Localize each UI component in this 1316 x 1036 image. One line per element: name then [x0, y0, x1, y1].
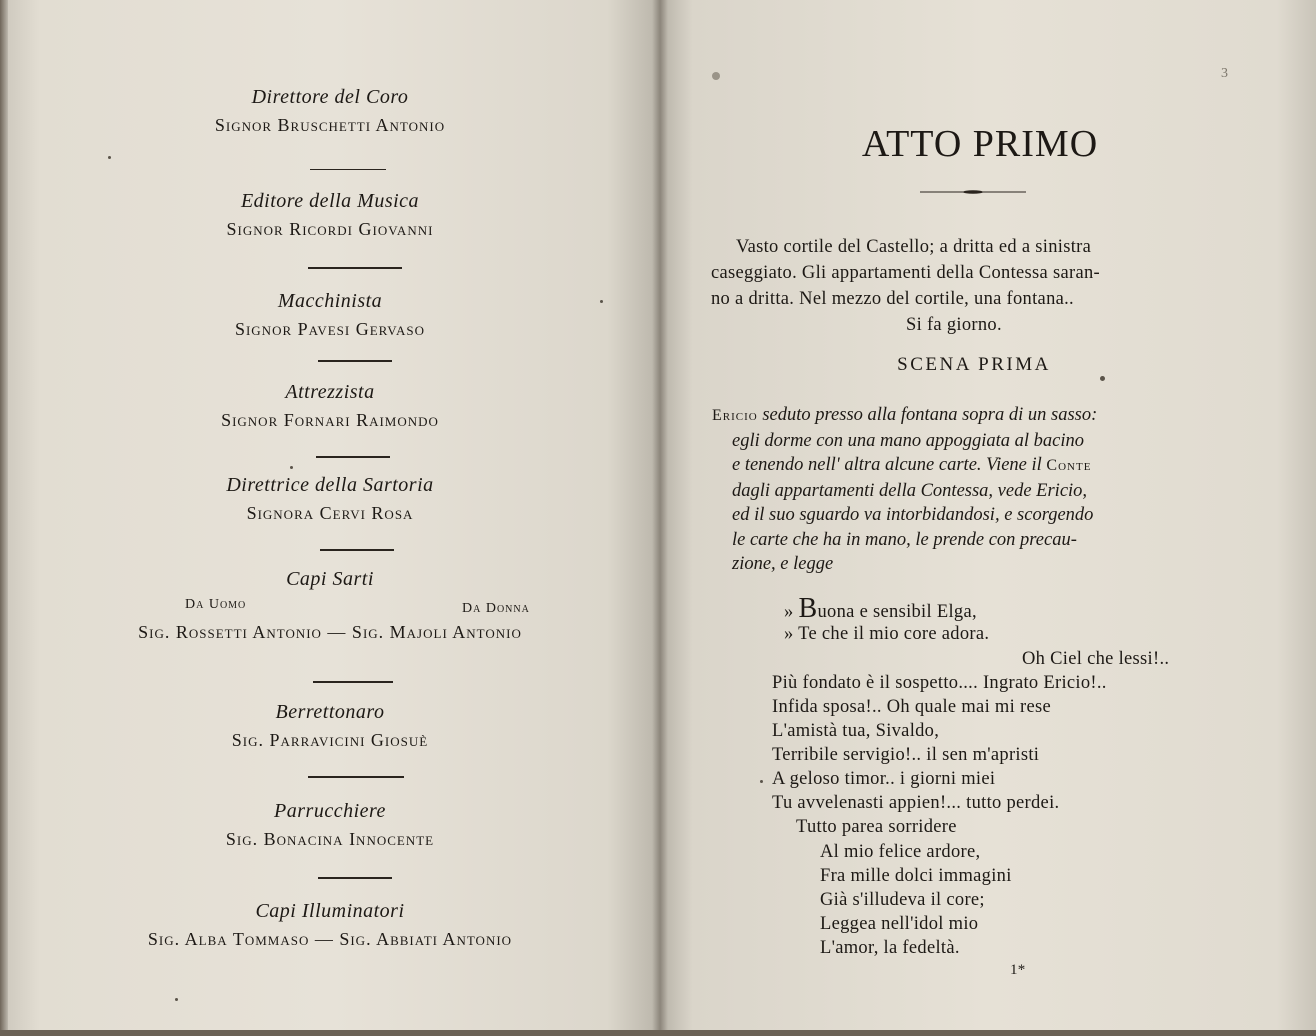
- divider-rule: [310, 169, 386, 170]
- paper-speck: [600, 300, 603, 303]
- credit-direttrice-sartoria: [0, 474, 660, 524]
- credit-role: Attrezzista: [285, 381, 375, 403]
- action-line: egli dorme con una mano appoggiata al bacino: [732, 430, 1084, 451]
- divider-rule: [320, 549, 394, 551]
- credit-name: Signor Pavesi Gervaso: [234, 319, 426, 339]
- stage-direction-line: no a dritta. Nel mezzo del cortile, una fontana..: [711, 289, 1074, 309]
- action-text: e tenendo nell' altra alcune carte. Viene il: [732, 455, 1047, 475]
- credit-parrucchiere: [0, 800, 660, 850]
- page-number: 3: [1221, 66, 1228, 81]
- stage-direction-line: caseggiato. Gli appartamenti della Contessa saran-: [711, 263, 1100, 283]
- signature-mark: 1*: [1010, 962, 1026, 978]
- verse-text: uona e sensibil Elga,: [817, 602, 977, 622]
- ornament-rule: [920, 190, 1026, 194]
- paper-speck: [108, 156, 111, 159]
- verse-line: Fra mille dolci immagini: [820, 866, 1012, 886]
- divider-rule: [318, 360, 392, 362]
- verse-line: [784, 624, 989, 645]
- credit-berrettonaro: [0, 701, 660, 751]
- credit-role: Capi Sarti: [286, 568, 374, 590]
- stage-direction-line: Vasto cortile del Castello; a dritta ed a sinistra: [736, 237, 1092, 257]
- divider-rule: [318, 877, 392, 879]
- divider-rule: [313, 681, 393, 683]
- credit-name: Signor Ricordi Giovanni: [226, 219, 434, 239]
- verse-line: L'amor, la fedeltà.: [820, 938, 960, 958]
- verse-line: Al mio felice ardore,: [820, 842, 981, 862]
- action-line: ed il suo sguardo va intorbidandosi, e scorgendo: [732, 505, 1094, 525]
- verse-line: [784, 593, 977, 625]
- credit-role: Direttrice della Sartoria: [226, 474, 434, 496]
- credit-direttore-coro: [0, 86, 660, 136]
- action-line: [712, 403, 1242, 429]
- paper-speck: [712, 72, 720, 80]
- credit-name: Sig. Parravicini Giosuè: [231, 730, 429, 750]
- credit-name: Signor Fornari Raimondo: [221, 410, 439, 430]
- character-name: Ericio: [712, 407, 758, 424]
- credit-editore-musica: [0, 190, 660, 240]
- credit-name: Signora Cervi Rosa: [246, 503, 414, 523]
- verse-line: Più fondato è il sospetto.... Ingrato Ericio!..: [772, 673, 1107, 693]
- action-description: [712, 403, 1242, 577]
- verse-line: Leggea nell'idol mio: [820, 914, 979, 934]
- paper-speck: [1100, 376, 1105, 381]
- credit-role: Direttore del Coro: [251, 86, 409, 108]
- credit-name: Sig. Alba Tommaso — Sig. Abbiati Antonio: [147, 929, 513, 949]
- credit-role: Berrettonaro: [275, 701, 385, 723]
- scene-title: SCENA PRIMA: [897, 354, 1051, 375]
- act-title: ATTO PRIMO: [861, 123, 1099, 165]
- paper-speck: [175, 998, 178, 1001]
- credit-name: Signor Bruschetti Antonio: [214, 115, 446, 135]
- verse-quote-mark: »: [784, 624, 794, 644]
- action-line: le carte che ha in mano, le prende con precau-: [732, 529, 1077, 550]
- credit-capi-sarti: [0, 568, 660, 591]
- credit-role: Macchinista: [277, 290, 383, 312]
- drop-capital: B: [798, 593, 818, 624]
- verse-line: Tutto parea sorridere: [796, 817, 957, 837]
- credit-attrezzista: [0, 381, 660, 431]
- verse-line: Oh Ciel che lessi!..: [1022, 649, 1170, 669]
- credit-capi-illuminatori: [0, 900, 660, 950]
- action-text: seduto presso alla fontana sopra di un sasso:: [757, 405, 1098, 425]
- verse-line: Tu avvelenasti appien!... tutto perdei.: [772, 793, 1060, 813]
- credit-role: Editore della Musica: [240, 190, 420, 212]
- paper-speck: [760, 780, 763, 783]
- verse-text: Te che il mio core adora.: [798, 624, 990, 644]
- character-name: Conte: [1046, 457, 1092, 474]
- action-line: zione, e legge: [732, 554, 834, 574]
- verse-line: Infida sposa!.. Oh quale mai mi rese: [772, 697, 1051, 717]
- credit-role: Parrucchiere: [274, 800, 386, 822]
- action-line: [732, 453, 1242, 479]
- credit-macchinista: [0, 290, 660, 340]
- paper-speck: [290, 466, 293, 469]
- credit-name: Sig. Bonacina Innocente: [225, 829, 435, 849]
- action-line: dagli appartamenti della Contessa, vede Ericio,: [732, 480, 1088, 501]
- divider-rule: [316, 456, 390, 458]
- credit-name: Sig. Rossetti Antonio — Sig. Majoli Antonio: [138, 622, 522, 642]
- subhead-da-uomo: Da Uomo: [185, 597, 247, 612]
- subhead-da-donna: Da Donna: [462, 601, 530, 616]
- verse-quote-mark: »: [784, 602, 794, 622]
- verse-line: A geloso timor.. i giorni miei: [772, 769, 996, 789]
- verse-line: Terribile servigio!.. il sen m'apristi: [772, 745, 1040, 765]
- divider-rule: [308, 267, 402, 269]
- credit-capi-sarti-names: [0, 622, 660, 643]
- credit-role: Capi Illuminatori: [255, 900, 405, 922]
- verse-line: Già s'illudeva il core;: [820, 890, 985, 910]
- divider-rule: [308, 776, 404, 778]
- verse-line: L'amistà tua, Sivaldo,: [772, 721, 940, 741]
- stage-direction-line: Si fa giorno.: [906, 315, 1002, 335]
- page-edge-bottom: [0, 1030, 1316, 1036]
